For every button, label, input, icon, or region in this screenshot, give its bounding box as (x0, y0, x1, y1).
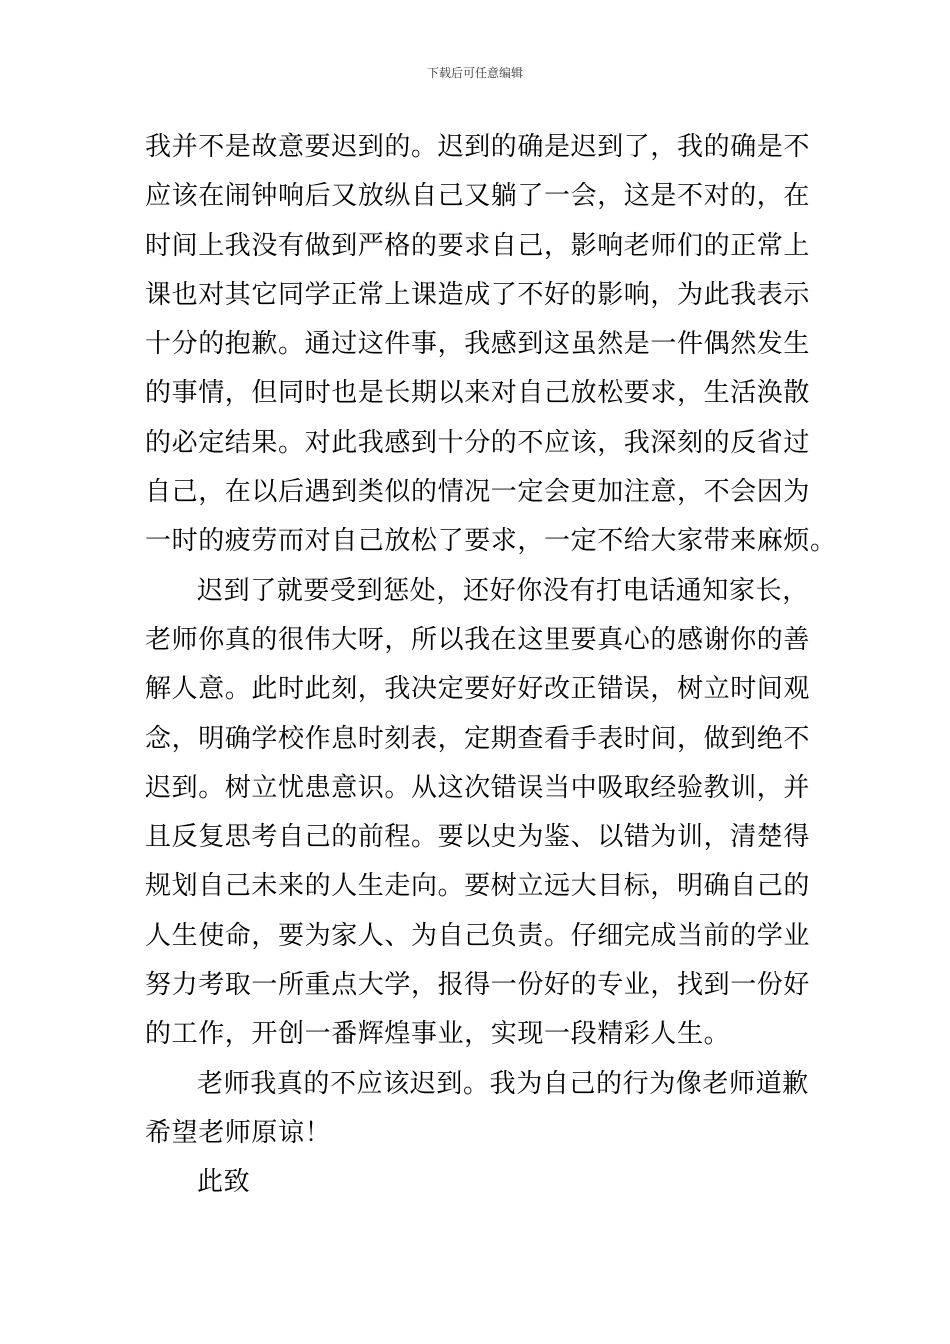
paragraph-start-line: 迟到了就要受到惩处，还好你没有打电话通知家长， (197, 575, 809, 606)
text-line: 自己，在以后遇到类似的情况一定会更加注意，不会因为 (145, 477, 811, 508)
header-note: 下载后可任意编辑 (426, 66, 523, 80)
text-line: 十分的抱歉。通过这件事，我感到这虽然是一件偶然发生 (145, 329, 811, 360)
text-line: 的工作，开创一番辉煌事业，实现一段精彩人生。 (145, 1019, 731, 1050)
text-line: 一时的疲劳而对自己放松了要求，一定不给大家带来麻烦。 (145, 526, 837, 557)
text-line: 且反复思考自己的前程。要以史为鉴、以错为训，清楚得 (145, 822, 811, 853)
letter-body (145, 123, 837, 1208)
text-line: 迟到。树立忧患意识。从这次错误当中吸取经验教训，并 (145, 772, 811, 803)
text-line: 的必定结果。对此我感到十分的不应该，我深刻的反省过 (145, 427, 811, 458)
text-line: 老师你真的很伟大呀，所以我在这里要真心的感谢你的善 (145, 624, 811, 655)
text-line: 我并不是故意要迟到的。迟到的确是迟到了，我的确是不 (145, 132, 811, 162)
text-line: 的事情，但同时也是长期以来对自己放松要求，生活涣散 (145, 378, 811, 409)
text-line: 应该在闹钟响后又放纵自己又躺了一会，这是不对的，在 (145, 181, 811, 212)
text-line: 时间上我没有做到严格的要求自己，影响老师们的正常上 (145, 230, 811, 261)
text-line: 希望老师原谅！ (145, 1117, 332, 1148)
text-line: 解人意。此时此刻，我决定要好好改正错误，树立时间观 (145, 674, 811, 705)
text-line: 人生使命，要为家人、为自己负责。仔细完成当前的学业 (145, 920, 811, 951)
text-line: 规划自己未来的人生走向。要树立远大目标，明确自己的 (145, 871, 811, 902)
text-line: 课也对其它同学正常上课造成了不好的影响，为此我表示 (145, 279, 811, 310)
paragraph-start-line: 老师我真的不应该迟到。我为自己的行为像老师道歉 (197, 1068, 809, 1099)
closing-salutation: 此致 (197, 1167, 251, 1198)
text-line: 努力考取一所重点大学，报得一份好的专业，找到一份好 (145, 970, 811, 1001)
text-line: 念，明确学校作息时刻表，定期查看手表时间，做到绝不 (145, 723, 811, 754)
